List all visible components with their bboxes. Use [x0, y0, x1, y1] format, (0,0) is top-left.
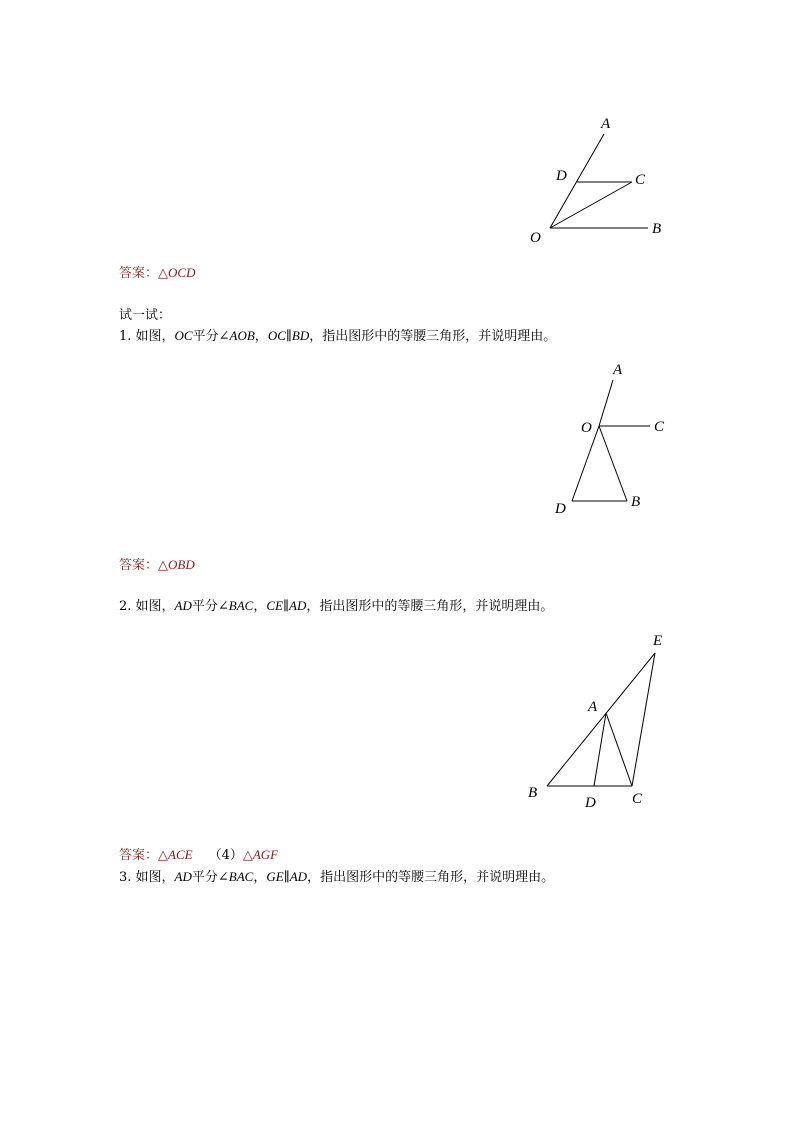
problem-number: 3.: [119, 870, 132, 885]
problem-number: 1.: [119, 329, 132, 344]
problem-3-statement: 3. 如图，AD平分∠BAC，GE∥AD，指出图形中的等腰三角形，并说明理由。: [119, 869, 555, 885]
answer-prefix: 答案：: [119, 266, 159, 281]
point-label-e: E: [653, 633, 663, 649]
answer-prefix: 答案：: [119, 558, 159, 573]
example-answer: [119, 265, 195, 282]
point-label-b: B: [528, 785, 538, 801]
segment-ad: [594, 713, 606, 786]
segment-ob: [599, 426, 627, 501]
point-label-o: O: [581, 420, 592, 436]
segment-od: [572, 426, 599, 501]
problem-1-statement: 1. 如图，OC平分∠AOB，OC∥BD，指出图形中的等腰三角形，并说明理由。: [119, 328, 557, 344]
point-label-b: B: [631, 494, 641, 510]
point-label-c: C: [654, 419, 665, 435]
problem-2-answer: [119, 847, 278, 864]
problem-2-statement: 2. 如图，AD平分∠BAC，CE∥AD，指出图形中的等腰三角形，并说明理由。: [119, 598, 554, 614]
problem-1-answer: [119, 557, 195, 574]
point-label-d: D: [556, 168, 567, 184]
problem-number: 2.: [119, 599, 132, 614]
problem-1-figure: [545, 358, 675, 523]
try-heading: 试一试：: [119, 308, 172, 323]
point-label-d: D: [555, 501, 566, 517]
answer-value: △OBD: [158, 557, 195, 572]
point-label-a: A: [601, 116, 611, 132]
answer-value: △ACE: [158, 847, 193, 862]
point-label-a: A: [613, 362, 623, 378]
point-label-c: C: [632, 791, 643, 807]
answer-value: △OCD: [158, 265, 196, 280]
subpart-label: （4）: [208, 848, 243, 863]
point-label-d: D: [585, 795, 596, 811]
point-label-a: A: [588, 699, 598, 715]
line-be: [547, 653, 655, 786]
subpart-answer: △AGF: [242, 847, 279, 862]
segment-oc: [550, 182, 632, 228]
ray-oa: [599, 380, 613, 426]
segment-ec: [632, 653, 655, 786]
example-figure: [520, 110, 680, 250]
problem-2-figure: [520, 625, 680, 815]
point-label-b: B: [652, 221, 662, 237]
point-label-c: C: [635, 172, 646, 188]
point-label-o: O: [530, 230, 541, 246]
answer-prefix: 答案：: [119, 848, 159, 863]
segment-ac: [606, 713, 632, 786]
